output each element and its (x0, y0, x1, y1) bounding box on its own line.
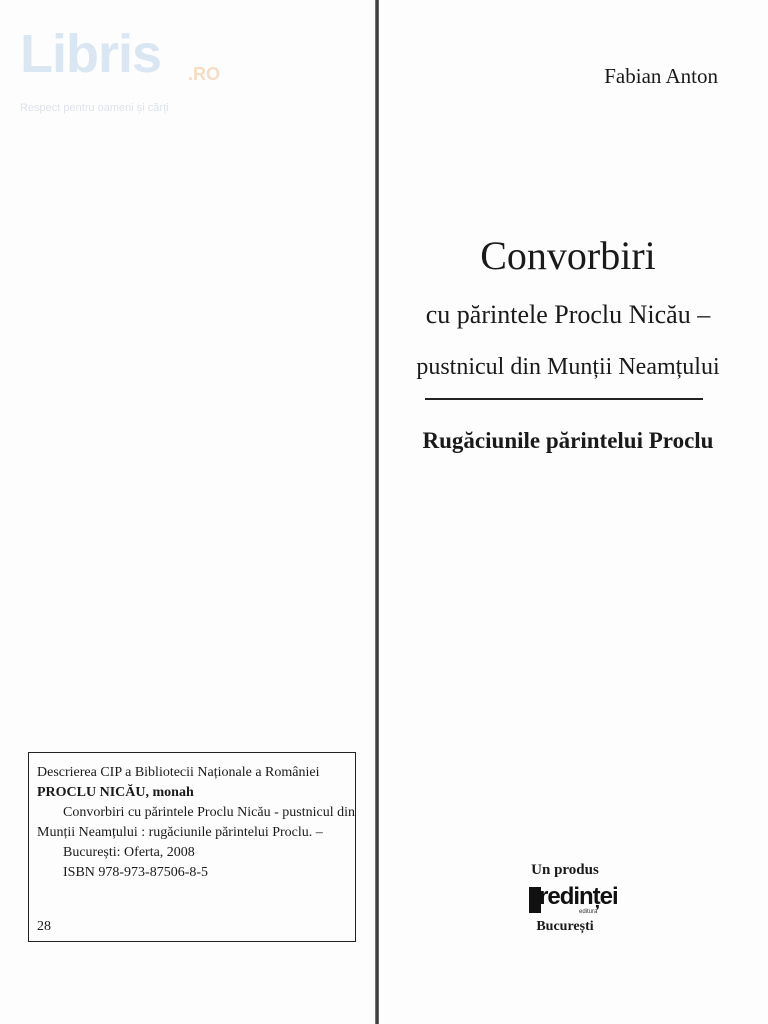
book-spine (375, 0, 379, 1024)
subtitle-line2: pustnicul din Munții Neamțului (416, 354, 720, 380)
watermark-tagline: Respect pentru oameni și cărți (20, 102, 169, 114)
publisher-small-label: editura (579, 909, 598, 915)
cip-author: PROCLU NICĂU, monah (37, 785, 194, 800)
cip-imprint: București: Oferta, 2008 (63, 845, 195, 860)
publisher-city: București (536, 919, 594, 934)
cip-heading: Descrierea CIP a Bibliotecii Naționale a României (37, 765, 320, 780)
cip-title-line1: Convorbiri cu părintele Proclu Nicău - pustnicul din (63, 805, 355, 820)
author-name: Fabian Anton (604, 64, 718, 88)
publisher-logo (515, 883, 618, 915)
libris-watermark (20, 24, 220, 120)
page-number: 28 (37, 919, 51, 934)
subtitle-line1: cu părintele Proclu Nicău – (425, 300, 711, 329)
title-divider (425, 398, 703, 400)
subtitle-bold: Rugăciunile părintelui Proclu (422, 428, 714, 453)
cip-isbn: ISBN 978-973-87506-8-5 (63, 865, 209, 880)
cip-title-line2: Munții Neamțului : rugăciunile părintelui Proclu. – (37, 825, 323, 840)
publisher-block (500, 862, 630, 935)
publisher-name: redinței (539, 883, 618, 910)
watermark-suffix: .RO (188, 64, 221, 84)
publisher-intro: Un produs (531, 862, 599, 878)
cip-box (28, 752, 356, 942)
watermark-logo: Libris (20, 24, 162, 84)
book-title: Convorbiri (480, 233, 656, 278)
